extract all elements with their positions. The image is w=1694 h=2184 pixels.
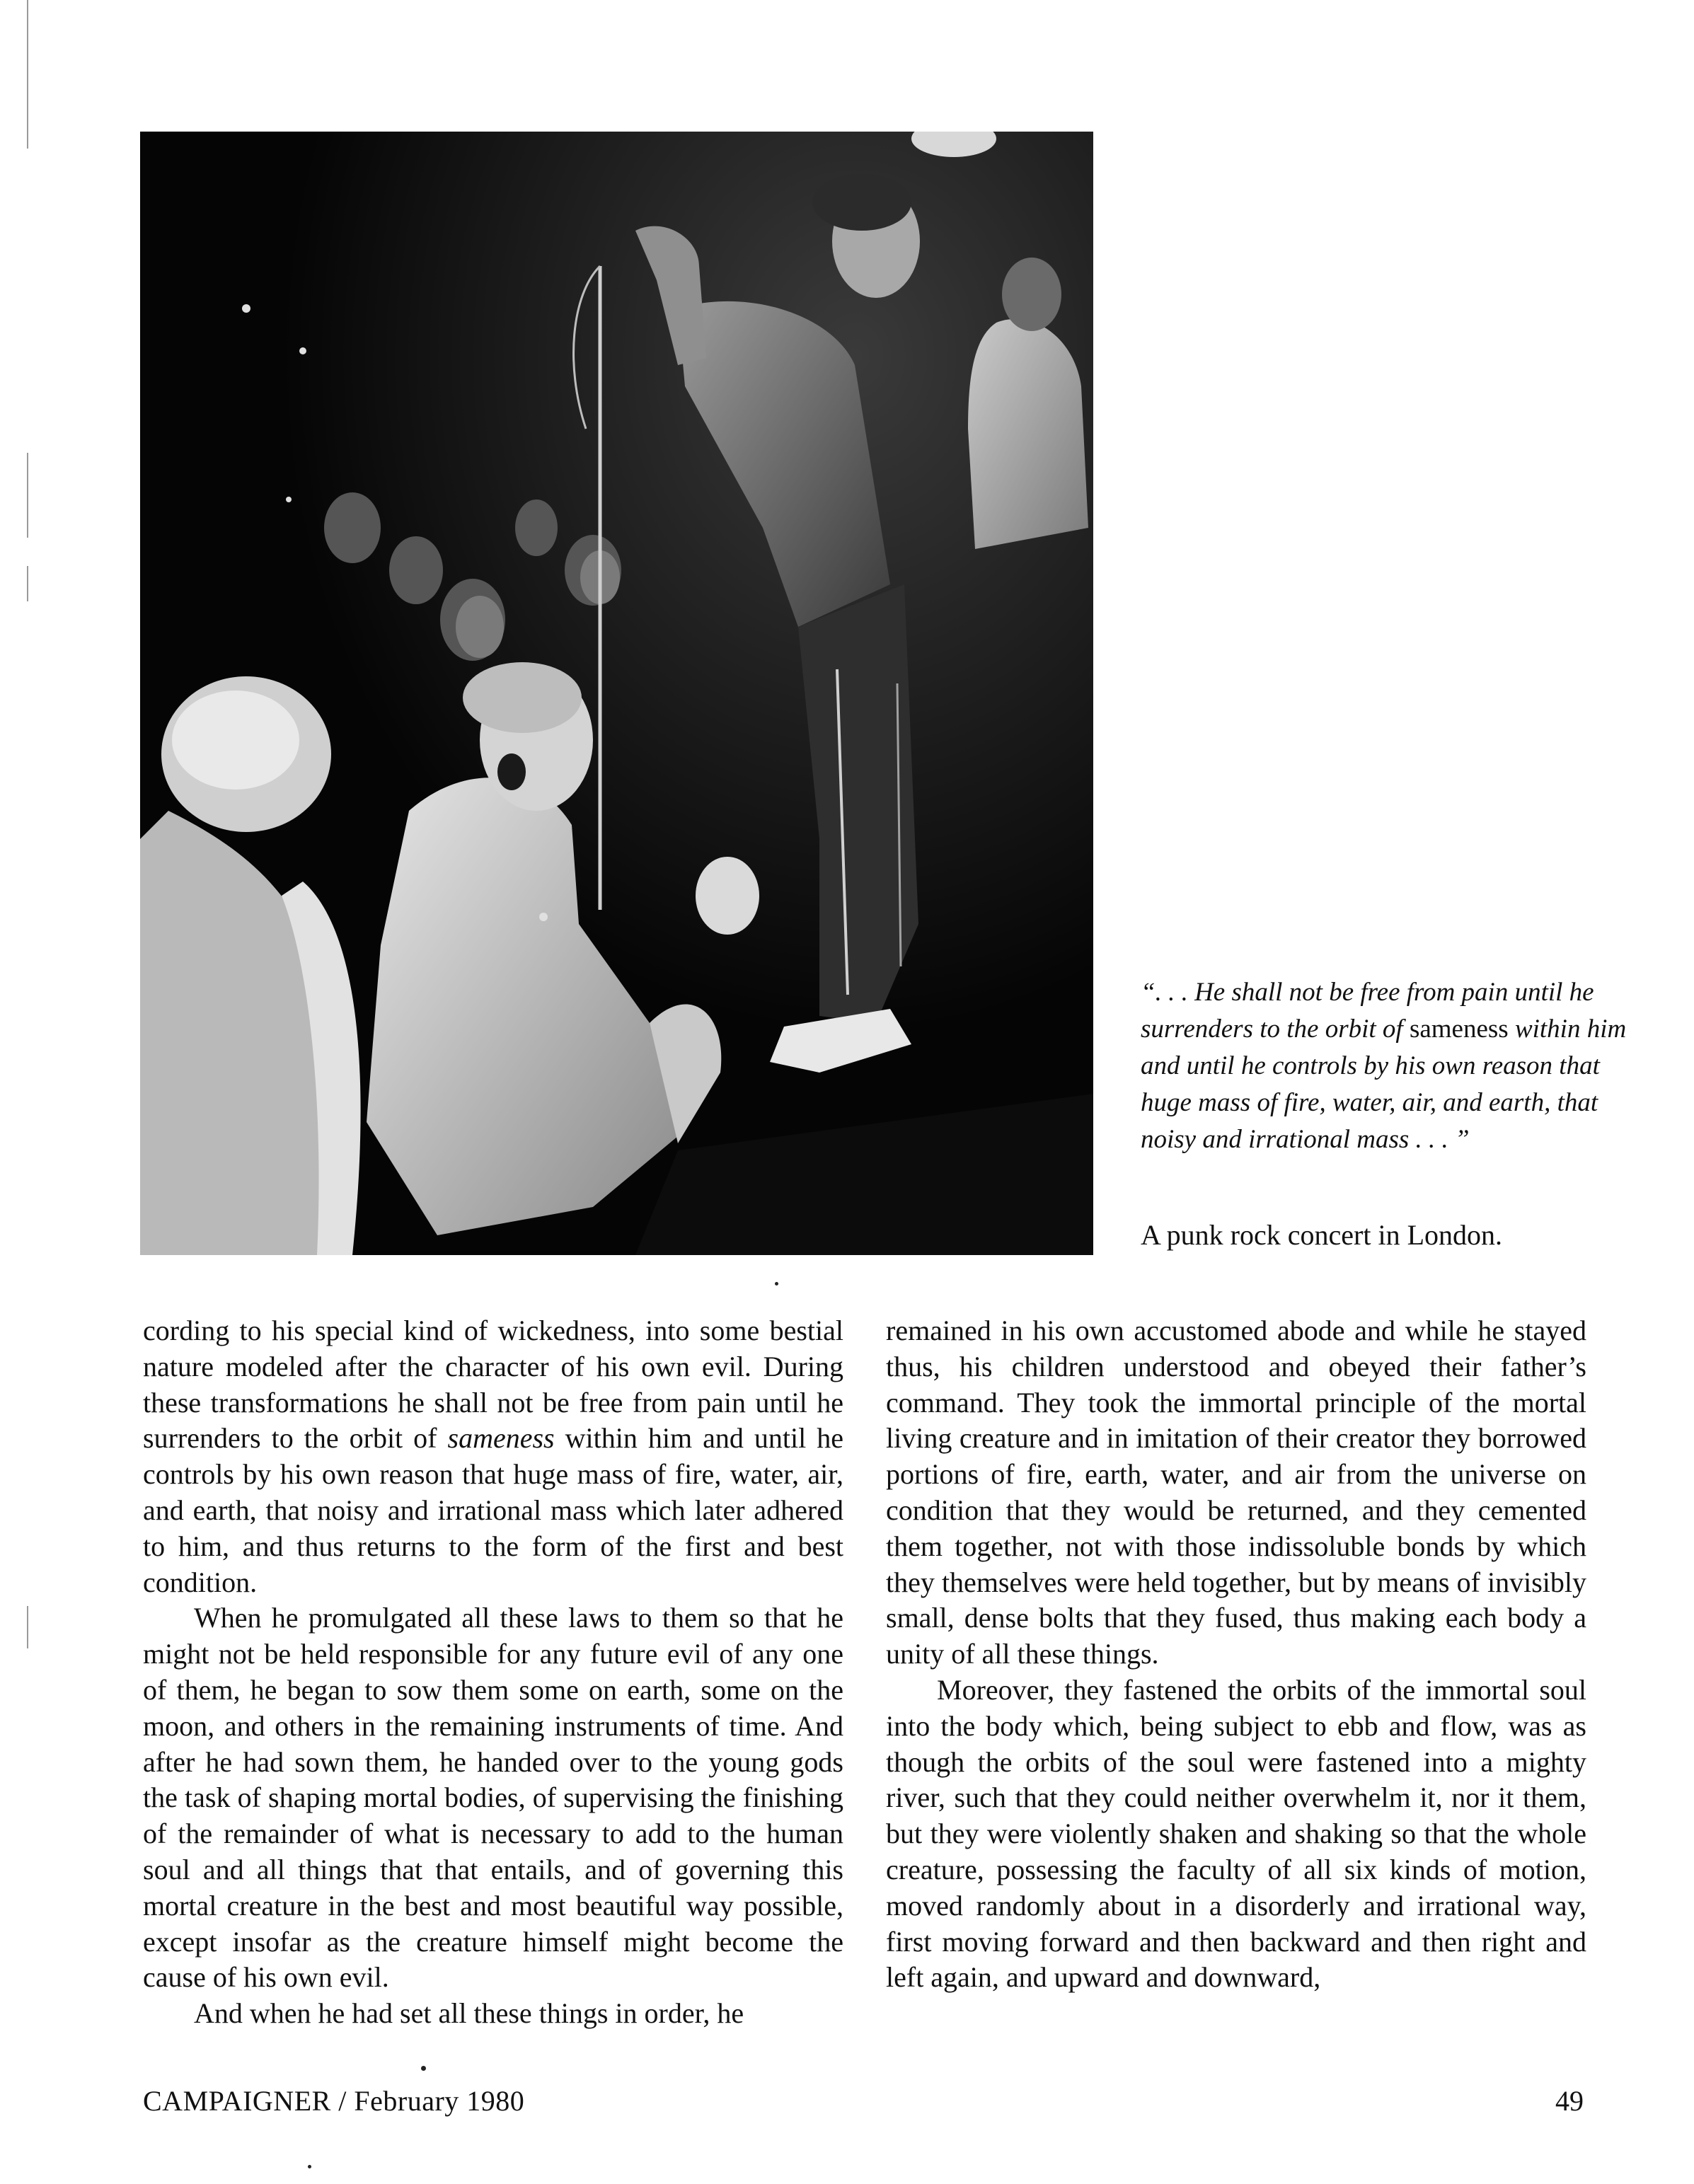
concert-photo [140,132,1093,1255]
paragraph-text: within him and until he controls by his own reason that huge mass of fire, water, air, and earth, that noisy and irrational mass which later adhered to him, and thus returns to the form of the first and best condition. [143,1422,843,1598]
photo-caption: A punk rock concert in London. [1141,1219,1502,1251]
emphasized-word: sameness [447,1422,555,1455]
pull-quote-upright-word: sameness [1409,1015,1509,1044]
paragraph: remained in his own accustomed abode and while he stayed thus, his children understood and obeyed their father’s command. They took the immortal principle of the mortal living creature and in imitation of their creator they borrowed portions of fire, earth, water, and air from the universe on condition that they would be returned, and they cemented them together, not with those indissoluble bonds by which they themselves were held together, but by means of invisibly small, dense bolts that they fused, thus making each body a unity of all these things. [886,1315,1586,1670]
scan-margin-mark [27,453,28,538]
pull-quote-text-continued: within him and until he controls by his own reason that huge mass of fire, water, air, and earth, that noisy and irrational mass . . . ” [1141,1015,1627,1154]
paragraph-text: cording to his special kind of wickedness, into some bestial nature modeled after the character of his own evil. During these transformations he shall not be free from pain until he surrenders to the orbit of [143,1315,843,1455]
right-text-column [886,1313,1586,1996]
scan-margin-mark [27,1606,28,1648]
publication-footer: CAMPAIGNER / February 1980 [143,2085,525,2117]
pull-quote [1141,974,1636,1158]
scan-speck [775,1282,778,1285]
scan-margin-mark [27,566,28,601]
scan-speck [421,2066,426,2071]
concert-photo-image [140,132,1093,1255]
left-text-column [143,1313,843,2032]
pull-quote-text: “. . . He shall not be free from pain until he surrenders to the orbit of [1141,978,1594,1044]
paragraph: When he promulgated all these laws to them so that he might not be held responsible for any future evil of any one of them, he began to sow them some on earth, some on the moon, and others in the remaining instruments of time. And after he had sown them, he handed over to the young gods the task of shaping mortal bodies, of supervising the finishing of the remainder of what is necessary to add to the human soul and all things that that entails, and of governing this mortal creature in the best and most beautiful way possible, except insofar as the creature himself might become the cause of his own evil. [143,1602,843,1994]
paragraph: And when he had set all these things in order, he [194,1997,744,2030]
scan-margin-mark [27,0,28,149]
paragraph: Moreover, they fastened the orbits of the immortal soul into the body which, being subject to ebb and flow, was as though the orbits of the soul were fastened into a mighty river, such that they could neither overwhelm it, nor it them, but they were violently shaken and shaking so that the whole creature, possessing the faculty of all six kinds of motion, moved randomly about in a disorderly and irrational way, first moving forward and then backward and then right and left again, and upward and downward, [886,1673,1586,1994]
scan-speck [308,2165,311,2168]
paragraph [143,1313,843,1600]
page-number: 49 [1555,2085,1584,2117]
